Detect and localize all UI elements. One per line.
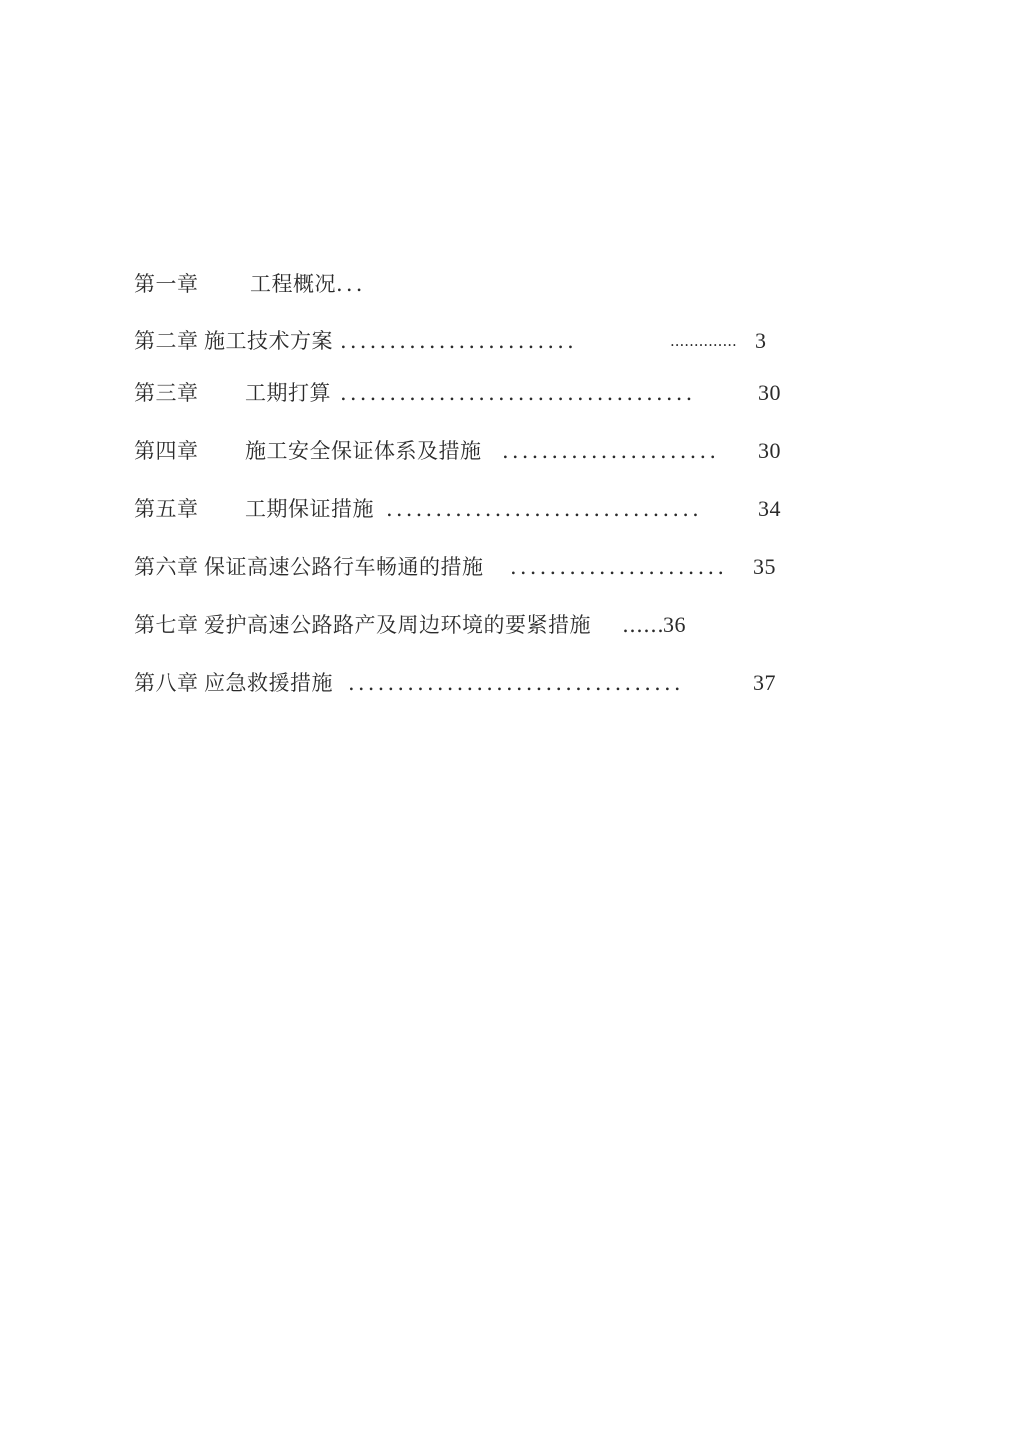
toc-entry-8[interactable]: [134, 667, 784, 699]
toc-entry-4[interactable]: [134, 435, 789, 467]
toc-page-number: 3: [755, 328, 767, 353]
toc-page-number: 36: [663, 612, 686, 637]
toc-title: 工期打算: [245, 381, 331, 405]
toc-title: 施工技术方案: [204, 329, 333, 353]
toc-chapter-label: 第三章: [134, 381, 199, 405]
toc-leader-dots: ....................................: [340, 381, 696, 405]
toc-chapter-label: 第四章: [134, 439, 199, 463]
toc-entry-1[interactable]: [134, 268, 434, 300]
toc-leader-dots: ...: [336, 272, 366, 296]
toc-chapter-label: 第二章: [134, 329, 199, 353]
toc-entry-2[interactable]: [134, 325, 784, 357]
toc-page-number: 34: [758, 496, 781, 521]
toc-title: 工期保证措施: [245, 497, 374, 521]
toc-leader-dots: ……: [622, 613, 664, 637]
toc-leader-dots: ..............: [670, 332, 737, 350]
toc-leader-dots: ........................: [340, 329, 578, 353]
toc-entry-7[interactable]: [134, 609, 704, 641]
toc-title: 工程概况: [250, 272, 336, 296]
toc-leader-dots: ................................: [386, 497, 703, 521]
toc-title: 爱护高速公路路产及周边环境的要紧措施: [204, 613, 591, 637]
toc-entry-3[interactable]: [134, 377, 789, 409]
toc-chapter-label: 第一章: [134, 272, 199, 296]
toc-page-number: 30: [758, 380, 781, 405]
toc-chapter-label: 第七章: [134, 613, 199, 637]
toc-leader-dots: ......................: [502, 439, 720, 463]
toc-leader-dots: ..................................: [348, 671, 684, 695]
toc-page-number: 37: [753, 670, 776, 695]
toc-title: 应急救援措施: [204, 671, 333, 695]
toc-title: 保证高速公路行车畅通的措施: [204, 555, 484, 579]
toc-entry-6[interactable]: [134, 551, 784, 583]
toc-entry-5[interactable]: [134, 493, 789, 525]
toc-leader-dots: ......................: [510, 555, 728, 579]
toc-chapter-label: 第八章: [134, 671, 199, 695]
toc-title: 施工安全保证体系及措施: [245, 439, 482, 463]
toc-chapter-label: 第五章: [134, 497, 199, 521]
toc-chapter-label: 第六章: [134, 555, 199, 579]
toc-page-number: 30: [758, 438, 781, 463]
toc-page-number: 35: [753, 554, 776, 579]
